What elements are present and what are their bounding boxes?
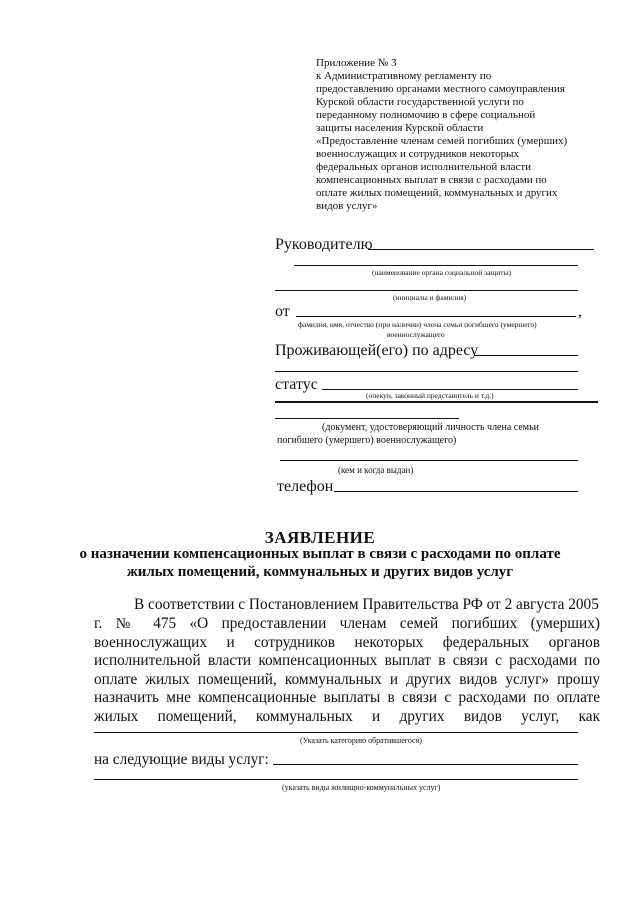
appendix-line: предоставлению органами местного самоуправления — [316, 83, 565, 95]
appendix-line: Курской области государственной услуги по — [316, 96, 524, 108]
status-field[interactable] — [322, 389, 578, 390]
from-field[interactable] — [296, 316, 576, 317]
body-line: военнослужащих и сотрудников некоторых федеральных органов — [94, 634, 600, 651]
initials-field[interactable] — [275, 290, 578, 291]
address-field[interactable] — [474, 355, 578, 356]
category-field[interactable] — [94, 732, 578, 733]
phone-field[interactable] — [334, 491, 578, 492]
services-field-2[interactable] — [94, 779, 578, 780]
caption-fio-2: военнослужащего — [387, 330, 445, 339]
services-label: на следующие виды услуг: — [94, 751, 269, 768]
appendix-line: «Предоставление членам семей погибших (умерших) — [316, 135, 568, 147]
body-line-first: В соответствии с Постановлением Правительства РФ от 2 августа 2005 — [134, 596, 599, 613]
appendix-line: к Административному регламенту по — [316, 70, 492, 82]
organ-field[interactable] — [294, 265, 578, 266]
body-line: жилых помещений, коммунальных и других видов услуг, как — [94, 708, 600, 725]
caption-initials: (инициалы и фамилия) — [393, 293, 467, 302]
appendix-line: Приложение № 3 — [316, 57, 397, 69]
caption-fio: фамилия, имя, отчество (при наличии) члена семьи погибшего (умершего) — [298, 320, 537, 329]
to-label: Руководителю — [275, 236, 373, 253]
caption-category: (Указать категорию обратившегося) — [300, 736, 422, 745]
appendix-block — [316, 57, 567, 213]
document-field[interactable] — [275, 418, 459, 419]
appendix-line: видов услуг» — [316, 200, 378, 212]
services-field[interactable] — [273, 764, 578, 765]
phone-label: телефон — [277, 478, 334, 495]
appendix-line: федеральных органов исполнительной власти — [316, 161, 532, 173]
issued-field[interactable] — [280, 460, 578, 461]
body-line: назначить мне компенсационные выплаты в связи с расходами по оплате — [94, 689, 600, 706]
document-title: ЗАЯВЛЕНИЕ — [264, 528, 376, 547]
address-label: Проживающей(его) по адресу — [275, 342, 479, 359]
from-label: от — [275, 303, 290, 320]
appendix-line: защиты населения Курской области — [316, 122, 484, 134]
address-field-2[interactable] — [275, 371, 578, 372]
body-line: г. № 475 «О предоставлении членам семей погибших (умерших) — [94, 615, 600, 632]
appendix-line: компенсационных выплат в связи с расходами по — [316, 174, 547, 186]
body-line: оплате жилых помещений, коммунальных и других видов услуг» прошу — [94, 671, 600, 688]
caption-organ: (наименование органа социальной защиты) — [372, 268, 512, 277]
document-subtitle-2: жилых помещений, коммунальных и других видов услуг — [126, 564, 514, 580]
to-field[interactable] — [368, 249, 594, 250]
appendix-line: переданному полномочию в сфере социальной — [316, 109, 536, 121]
appendix-line: оплате жилых помещений, коммунальных и других — [316, 187, 558, 199]
caption-issued: (кем и когда выдан) — [338, 465, 414, 475]
status-field-2[interactable] — [275, 401, 598, 403]
caption-document-2: погибшего (умершего) военнослужащего) — [277, 435, 457, 446]
from-comma: , — [578, 303, 582, 320]
caption-services: (указать виды жилищно-коммунальных услуг) — [282, 783, 441, 792]
body-line: исполнительной власти компенсационных выплат в связи с расходами по — [94, 652, 600, 669]
appendix-line: военнослужащих и сотрудников некоторых — [316, 148, 520, 160]
document-subtitle: о назначении компенсационных выплат в связи с расходами по оплате — [79, 546, 561, 562]
status-label: статус — [275, 376, 318, 393]
caption-status: (опекун, законный представитель и т.д.) — [366, 391, 494, 400]
caption-document: (документ, удостоверяющий личность члена семьи — [322, 422, 540, 433]
